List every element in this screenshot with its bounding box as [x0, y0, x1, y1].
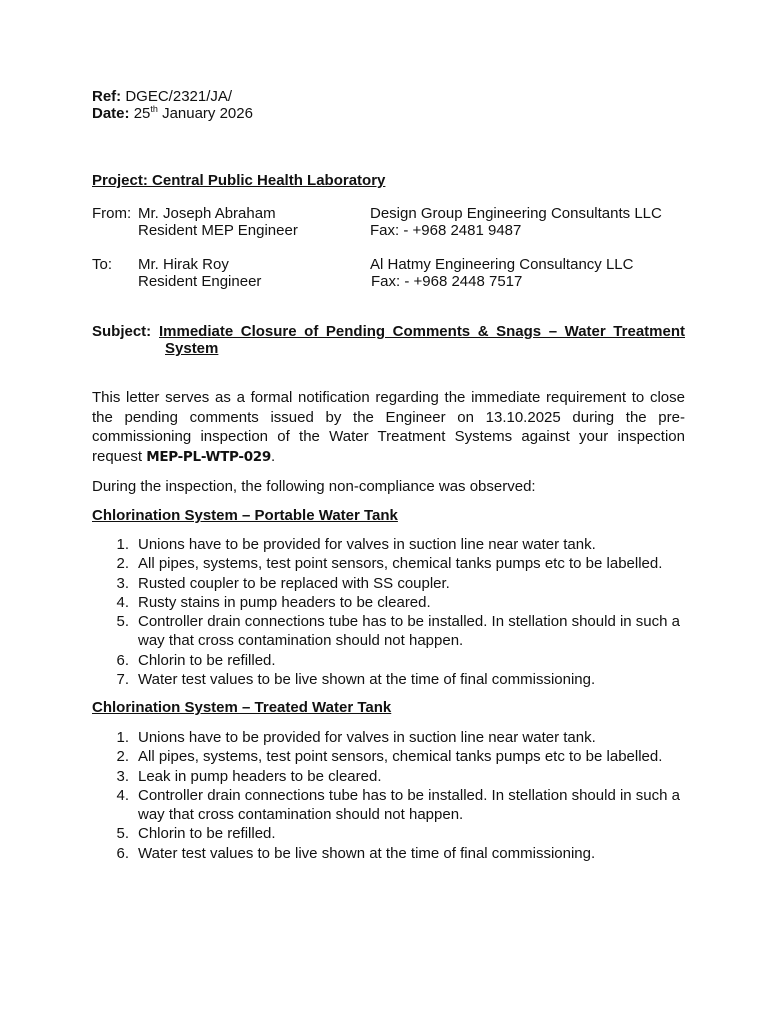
ref-line [92, 88, 232, 105]
item-number: 6. [116, 844, 129, 862]
list-item [92, 535, 692, 554]
item-number: 1. [116, 729, 129, 746]
item-text: All pipes, systems, test point sensors, chemical tanks pumps etc to be labelled. [138, 555, 663, 573]
subject-line-2: System [165, 340, 219, 357]
list-portable [92, 535, 692, 689]
date-line [92, 105, 253, 122]
item-text: Water test values to be live shown at the time of final commissioning. [138, 844, 596, 862]
item-number: 2. [116, 748, 129, 766]
from-fax: Fax: - +968 2481 9487 [370, 222, 522, 239]
intro-text: This letter serves as a formal notification regarding the immediate requirement to close the pending comments issued by the Engineer on 13.10.2025 during the pre-commissioning inspection of the Water Treatment Systems against your inspection request [92, 389, 685, 465]
list-item [92, 612, 692, 651]
list-item [92, 844, 692, 863]
item-number: 7. [116, 671, 129, 689]
item-text: All pipes, systems, test point sensors, chemical tanks pumps etc to be labelled. [138, 748, 663, 766]
list-item [92, 786, 692, 825]
project-title: Project: Central Public Health Laboratory [92, 172, 386, 189]
item-number: 1. [116, 536, 129, 553]
item-text: Rusted coupler to be replaced with SS coupler. [138, 574, 450, 592]
item-number: 3. [116, 574, 129, 592]
to-company: Al Hatmy Engineering Consultancy LLC [370, 256, 634, 273]
list-treated [92, 728, 692, 863]
subject-label: Subject: [92, 323, 152, 340]
to-role: Resident Engineer [138, 273, 262, 290]
item-number: 5. [116, 825, 129, 843]
ref-value: DGEC/2321/JA/ [125, 88, 233, 105]
inspection-ref: MEP-PL-WTP-029 [146, 448, 271, 465]
item-text: Chlorin to be refilled. [138, 651, 276, 669]
from-label: From: [92, 205, 132, 222]
list-item [92, 651, 692, 670]
item-number: 6. [116, 651, 129, 669]
item-text: Rusty stains in pump headers to be cleared. [138, 593, 431, 611]
item-number: 4. [116, 786, 129, 804]
date-rest: January 2026 [162, 105, 253, 122]
list-item [92, 670, 692, 689]
item-text: Unions have to be provided for valves in suction line near water tank. [138, 536, 596, 553]
item-text: Leak in pump headers to be cleared. [138, 767, 382, 785]
intro-end: . [270, 447, 276, 465]
list-item [92, 574, 692, 593]
item-text: Water test values to be live shown at the time of final commissioning. [138, 671, 596, 689]
date-day: 25 [133, 105, 151, 122]
observation-text: During the inspection, the following non-compliance was observed: [92, 478, 536, 495]
list-item [92, 554, 692, 573]
to-label: To: [92, 256, 113, 273]
from-role: Resident MEP Engineer [138, 222, 298, 239]
item-number: 3. [116, 767, 129, 785]
item-text: Controller drain connections tube has to be installed. In stellation should in such a way that cross contamination should not happen. [138, 613, 680, 650]
to-fax: Fax: - +968 2448 7517 [371, 273, 523, 290]
from-company: Design Group Engineering Consultants LLC [370, 205, 662, 222]
section-heading-treated: Chlorination System – Treated Water Tank [92, 699, 392, 716]
list-item [92, 747, 692, 766]
list-item [92, 593, 692, 612]
list-item [92, 824, 692, 843]
item-number: 2. [116, 555, 129, 573]
list-item [92, 767, 692, 786]
section-heading-portable: Chlorination System – Portable Water Tank [92, 507, 398, 524]
item-text: Controller drain connections tube has to be installed. In stellation should in such a way that cross contamination should not happen. [138, 786, 680, 824]
item-text: Chlorin to be refilled. [138, 825, 276, 843]
ref-label: Ref: [92, 88, 122, 105]
subject-line-1: Immediate Closure of Pending Comments & Snags – Water Treatment [159, 323, 685, 340]
date-label: Date: [92, 105, 130, 122]
item-number: 5. [116, 613, 129, 631]
intro-paragraph [92, 388, 685, 467]
item-text: Unions have to be provided for valves in suction line near water tank. [138, 729, 596, 746]
date-suffix: th [150, 104, 158, 114]
list-item [92, 728, 692, 747]
item-number: 4. [116, 593, 129, 611]
to-name: Mr. Hirak Roy [138, 256, 229, 273]
from-name: Mr. Joseph Abraham [138, 205, 276, 222]
